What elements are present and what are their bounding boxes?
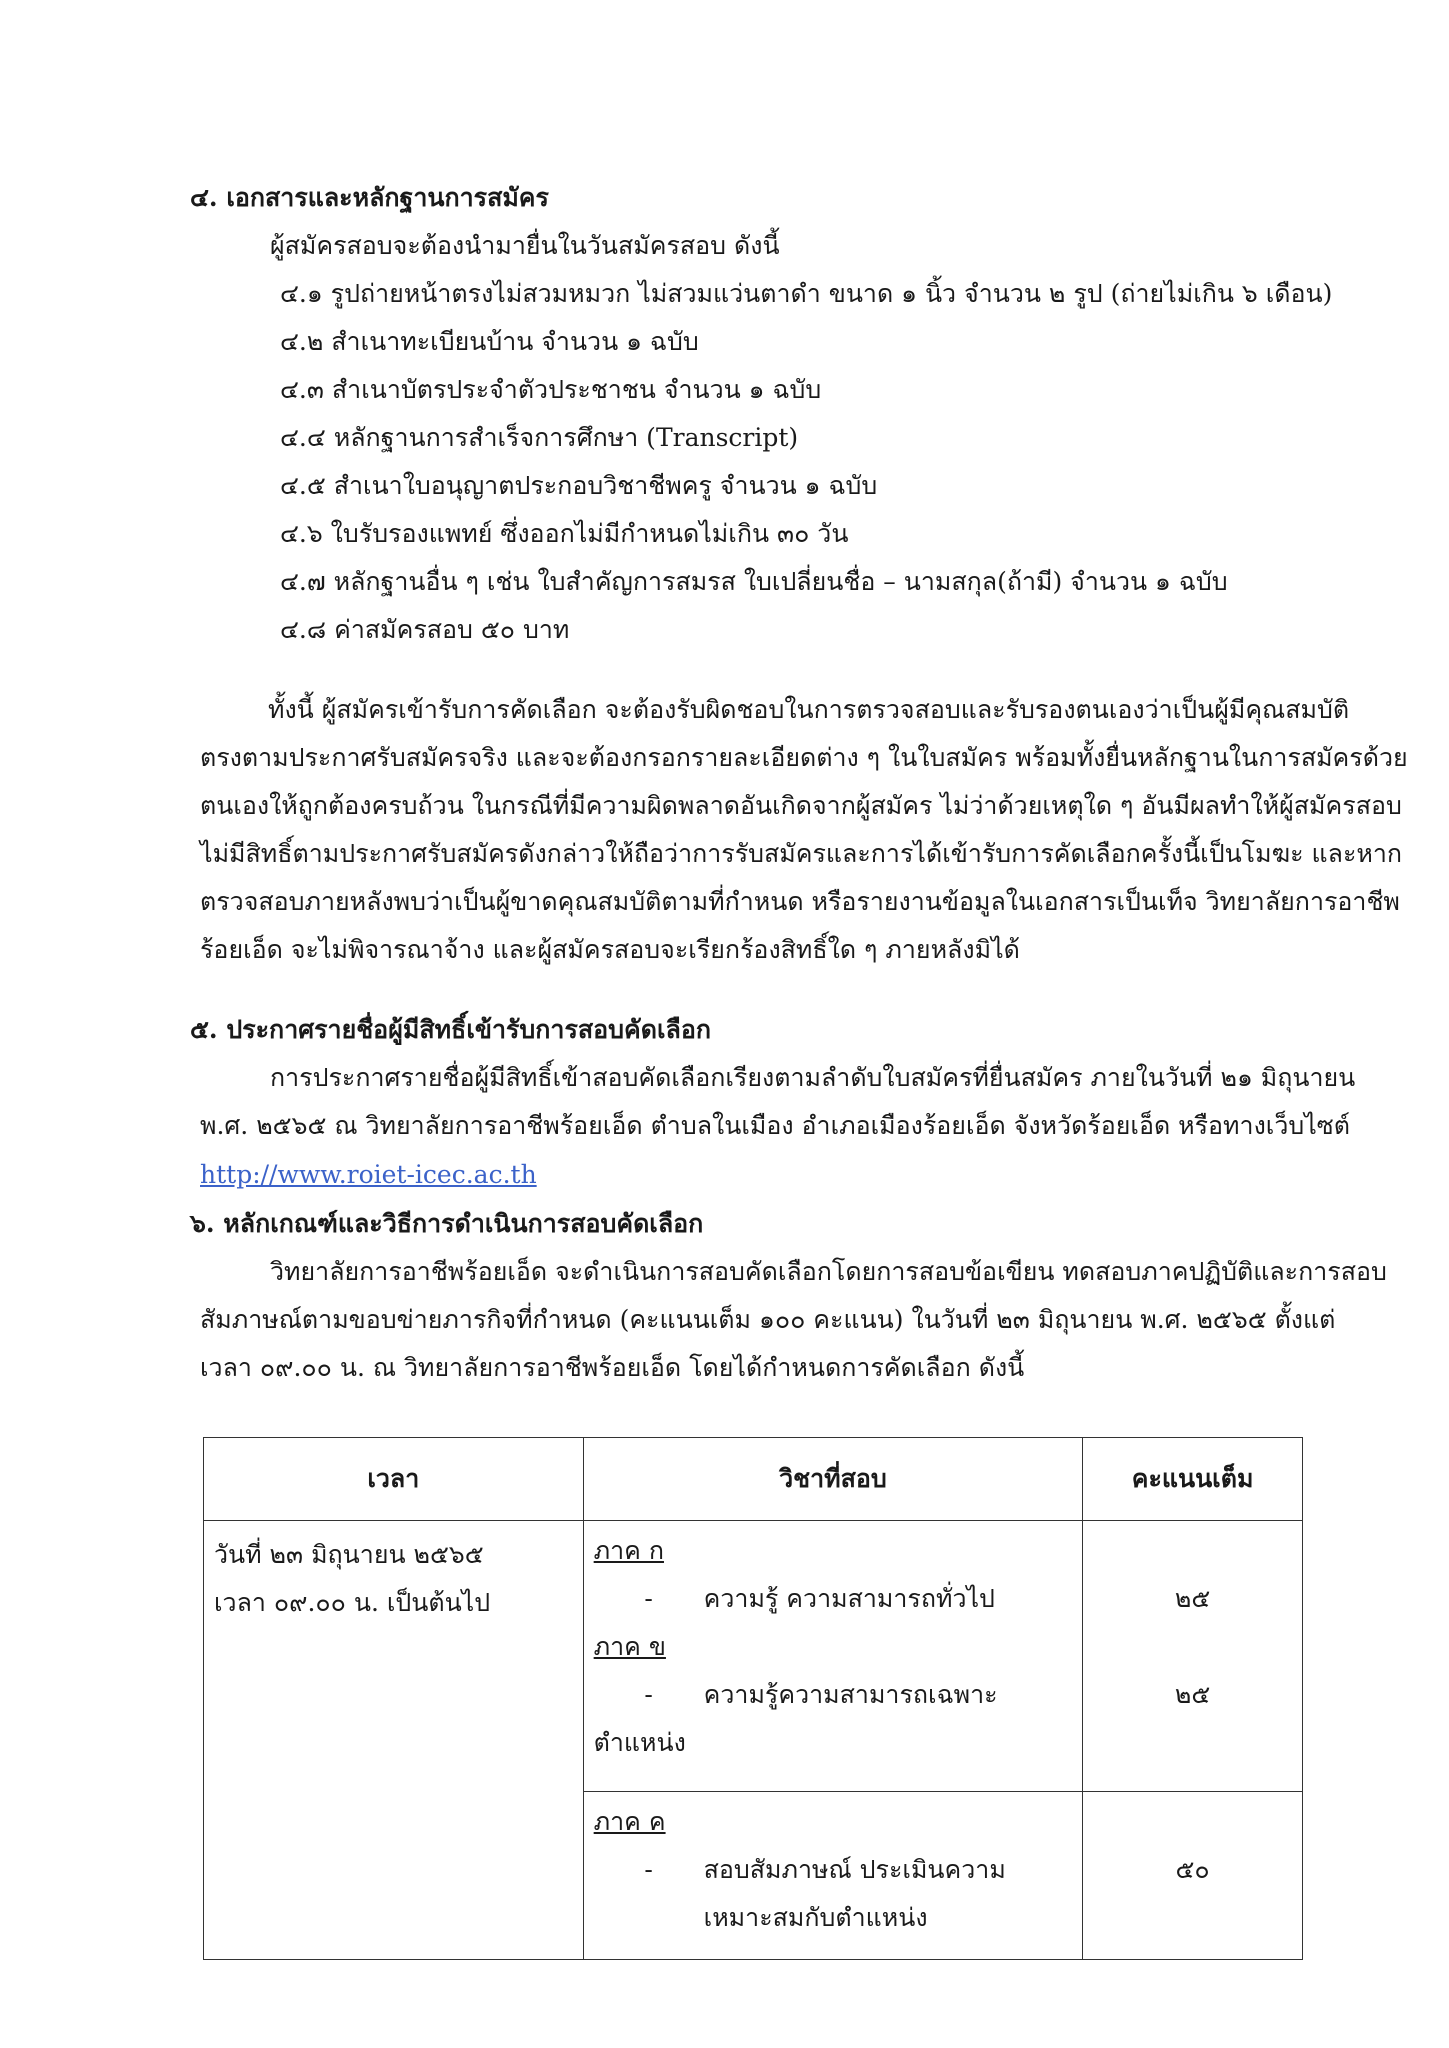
exam-schedule-table — [203, 1437, 1303, 1960]
time-hour: เวลา ๐๙.๐๐ น. เป็นต้นไป — [214, 1588, 491, 1617]
paragraph-line: ตรวจสอบภายหลังพบว่าเป็นผู้ขาดคุณสมบัติตามที่กำหนด หรือรายงานข้อมูลในเอกสารเป็นเท็จ วิทยาลัยการอาชีพ — [200, 887, 1400, 916]
part-a-subject: ความรู้ ความสามารถทั่วไป — [703, 1584, 995, 1613]
paragraph-line: ทั้งนี้ ผู้สมัครเข้ารับการคัดเลือก จะต้องรับผิดชอบในการตรวจสอบและรับรองตนเองว่าเป็นผู้มีคุณสมบัติ — [268, 695, 1350, 724]
paragraph-line: ตนเองให้ถูกต้องครบถ้วน ในกรณีที่มีความผิดพลาดอันเกิดจากผู้สมัคร ไม่ว่าด้วยเหตุใด ๆ อันมีผลทำให้ผู้สมัครสอบ — [200, 791, 1402, 820]
part-b-item — [594, 1671, 1073, 1767]
table-header-row — [204, 1438, 1303, 1521]
part-a-item — [594, 1575, 1073, 1623]
part-a-score: ๒๕ — [1174, 1584, 1211, 1613]
section-6-heading: ๖. หลักเกณฑ์และวิธีการดำเนินการสอบคัดเลือก — [190, 1209, 704, 1238]
section-5-heading: ๕. ประกาศรายชื่อผู้มีสิทธิ์เข้ารับการสอบคัดเลือก — [190, 1015, 712, 1044]
part-c-item — [594, 1846, 1073, 1894]
time-cell — [204, 1521, 584, 1960]
part-b-label: ภาค ข — [593, 1632, 666, 1661]
score-cell-ab — [1083, 1521, 1303, 1792]
part-b-score: ๒๕ — [1174, 1680, 1211, 1709]
part-a-label: ภาค ก — [593, 1536, 664, 1565]
header-score: คะแนนเต็ม — [1083, 1438, 1303, 1521]
section-4-intro: ผู้สมัครสอบจะต้องนำมายื่นในวันสมัครสอบ ดังนี้ — [270, 231, 780, 260]
section-5-line: พ.ศ. ๒๕๖๕ ณ วิทยาลัยการอาชีพร้อยเอ็ด ตำบลในเมือง อำเภอเมืองร้อยเอ็ด จังหวัดร้อยเอ็ด หรือทางเว็บไซต์ — [200, 1111, 1351, 1140]
part-c-score: ๕๐ — [1175, 1854, 1210, 1884]
section-6-line: สัมภาษณ์ตามขอบข่ายภารกิจที่กำหนด (คะแนนเต็ม ๑๐๐ คะแนน) ในวันที่ ๒๓ มิถุนายน พ.ศ. ๒๕๖๕ ตั้งแต่ — [200, 1305, 1336, 1334]
section-6-line: เวลา ๐๙.๐๐ น. ณ วิทยาลัยการอาชีพร้อยเอ็ด โดยได้กำหนดการคัดเลือก ดังนี้ — [200, 1353, 1025, 1382]
document-item: ๔.๗ หลักฐานอื่น ๆ เช่น ใบสำคัญการสมรส ใบเปลี่ยนชื่อ – นามสกุล(ถ้ามี) จำนวน ๑ ฉบับ — [280, 567, 1228, 596]
section-6-line: วิทยาลัยการอาชีพร้อยเอ็ด จะดำเนินการสอบคัดเลือกโดยการสอบข้อเขียน ทดสอบภาคปฏิบัติและการสอบ — [270, 1257, 1387, 1286]
document-item: ๔.๔ หลักฐานการสำเร็จการศึกษา (Transcript) — [280, 423, 799, 452]
paragraph-line: ไม่มีสิทธิ์ตามประกาศรับสมัครดังกล่าวให้ถือว่าการรับสมัครและการได้เข้ารับการคัดเลือกครั้งนี้เป็นโมฆะ และหาก — [200, 839, 1403, 868]
header-subject: วิชาที่สอบ — [583, 1438, 1083, 1521]
paragraph-line: ร้อยเอ็ด จะไม่พิจารณาจ้าง และผู้สมัครสอบจะเรียกร้องสิทธิ์ใด ๆ ภายหลังมิได้ — [200, 935, 1020, 964]
website-link[interactable]: http://www.roiet-icec.ac.th — [200, 1160, 537, 1189]
document-item: ๔.๖ ใบรับรองแพทย์ ซึ่งออกไม่มีกำหนดไม่เกิน ๓๐ วัน — [280, 519, 849, 548]
part-c-item-cont — [594, 1894, 1073, 1942]
section-5-line: การประกาศรายชื่อผู้มีสิทธิ์เข้าสอบคัดเลือกเรียงตามลำดับใบสมัครที่ยื่นสมัคร ภายในวันที่ ๒๑ มิถุนายน — [270, 1063, 1356, 1092]
dash: - — [644, 1854, 653, 1884]
dash: - — [644, 1584, 653, 1613]
paragraph-line: ตรงตามประกาศรับสมัครจริง และจะต้องกรอกรายละเอียดต่าง ๆ ในใบสมัคร พร้อมทั้งยื่นหลักฐานในการสมัครด้วย — [200, 743, 1408, 772]
document-item: ๔.๕ สำเนาใบอนุญาตประกอบวิชาชีพครู จำนวน ๑ ฉบับ — [280, 471, 878, 500]
part-c-subject-line: เหมาะสมกับตำแหน่ง — [703, 1902, 928, 1932]
document-item: ๔.๘ ค่าสมัครสอบ ๕๐ บาท — [280, 615, 570, 644]
score-cell-c — [1083, 1791, 1303, 1959]
section-4-heading: ๔. เอกสารและหลักฐานการสมัคร — [190, 183, 549, 212]
part-c-label: ภาค ค — [593, 1806, 666, 1836]
subject-cell-ab — [583, 1521, 1083, 1792]
document-item: ๔.๑ รูปถ่ายหน้าตรงไม่สวมหมวก ไม่สวมแว่นตาดำ ขนาด ๑ นิ้ว จำนวน ๒ รูป (ถ่ายไม่เกิน ๖ เดือน) — [280, 279, 1333, 308]
document-item: ๔.๒ สำเนาทะเบียนบ้าน จำนวน ๑ ฉบับ — [280, 327, 699, 356]
table-row — [204, 1521, 1303, 1792]
header-time: เวลา — [204, 1438, 584, 1521]
dash: - — [644, 1680, 653, 1709]
document-item: ๔.๓ สำเนาบัตรประจำตัวประชาชน จำนวน ๑ ฉบับ — [280, 375, 822, 404]
subject-cell-c — [583, 1791, 1083, 1959]
part-b-subject: ความรู้ความสามารถเฉพาะตำแหน่ง — [593, 1680, 998, 1757]
part-c-subject-line: สอบสัมภาษณ์ ประเมินความ — [703, 1854, 1006, 1884]
time-date: วันที่ ๒๓ มิถุนายน ๒๕๖๕ — [214, 1540, 484, 1569]
